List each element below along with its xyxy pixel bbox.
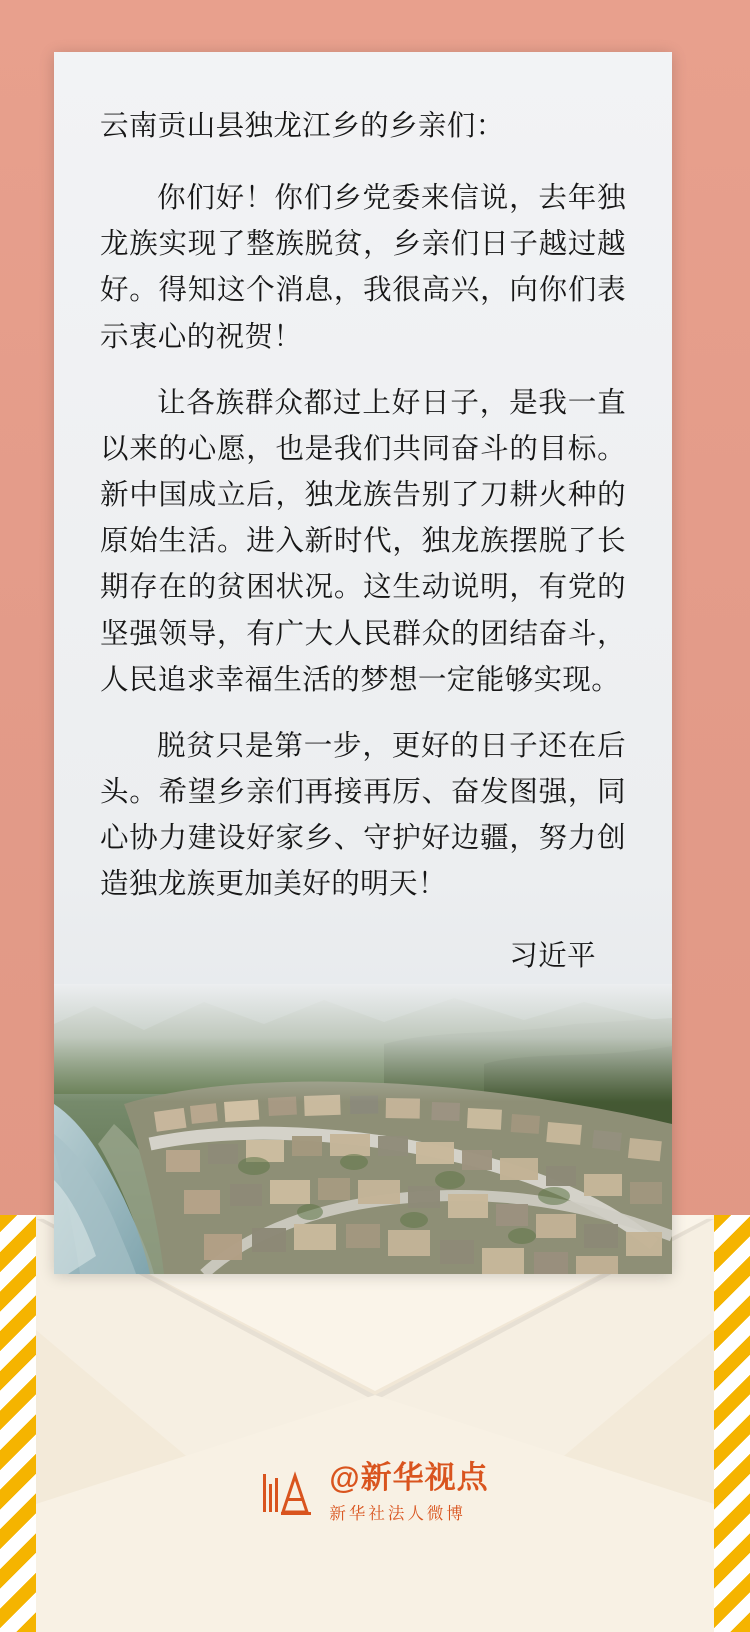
letter-card [54,52,672,1274]
letter-paragraph-1: 你们好！你们乡党委来信说，去年独龙族实现了整族脱贫，乡亲们日子越过越好。得知这个消息，我很高兴，向你们表示衷心的祝贺！ [100,183,626,353]
footer-logo-block [0,1462,750,1524]
signature-name: 习近平 [509,940,596,972]
xinhua-mark-icon [261,1468,317,1518]
account-subtitle: 新华社法人微博 [329,1504,466,1523]
letter-body [54,52,672,1023]
letter-salutation: 云南贡山县独龙江乡的乡亲们： [100,111,505,142]
hatch-stripe-left [0,1215,36,1632]
letter-paragraph-2: 让各族群众都过上好日子，是我一直以来的心愿，也是我们共同奋斗的目标。新中国成立后，独龙族告别了刀耕火种的原始生活。进入新时代，独龙族摆脱了长期存在的贫困状况。这生动说明，有党的坚强领导，有广大人民群众的团结奋斗，人民追求幸福生活的梦想一定能够实现。 [100,387,626,696]
letter-paragraph-3: 脱贫只是第一步，更好的日子还在后头。希望乡亲们再接再厉、奋发图强，同心协力建设好家乡、守护好边疆，努力创造独龙族更加美好的明天！ [100,730,626,901]
account-name: @新华视点 [329,1460,489,1495]
village-photo [54,984,672,1274]
hatch-stripe-right [714,1215,750,1632]
